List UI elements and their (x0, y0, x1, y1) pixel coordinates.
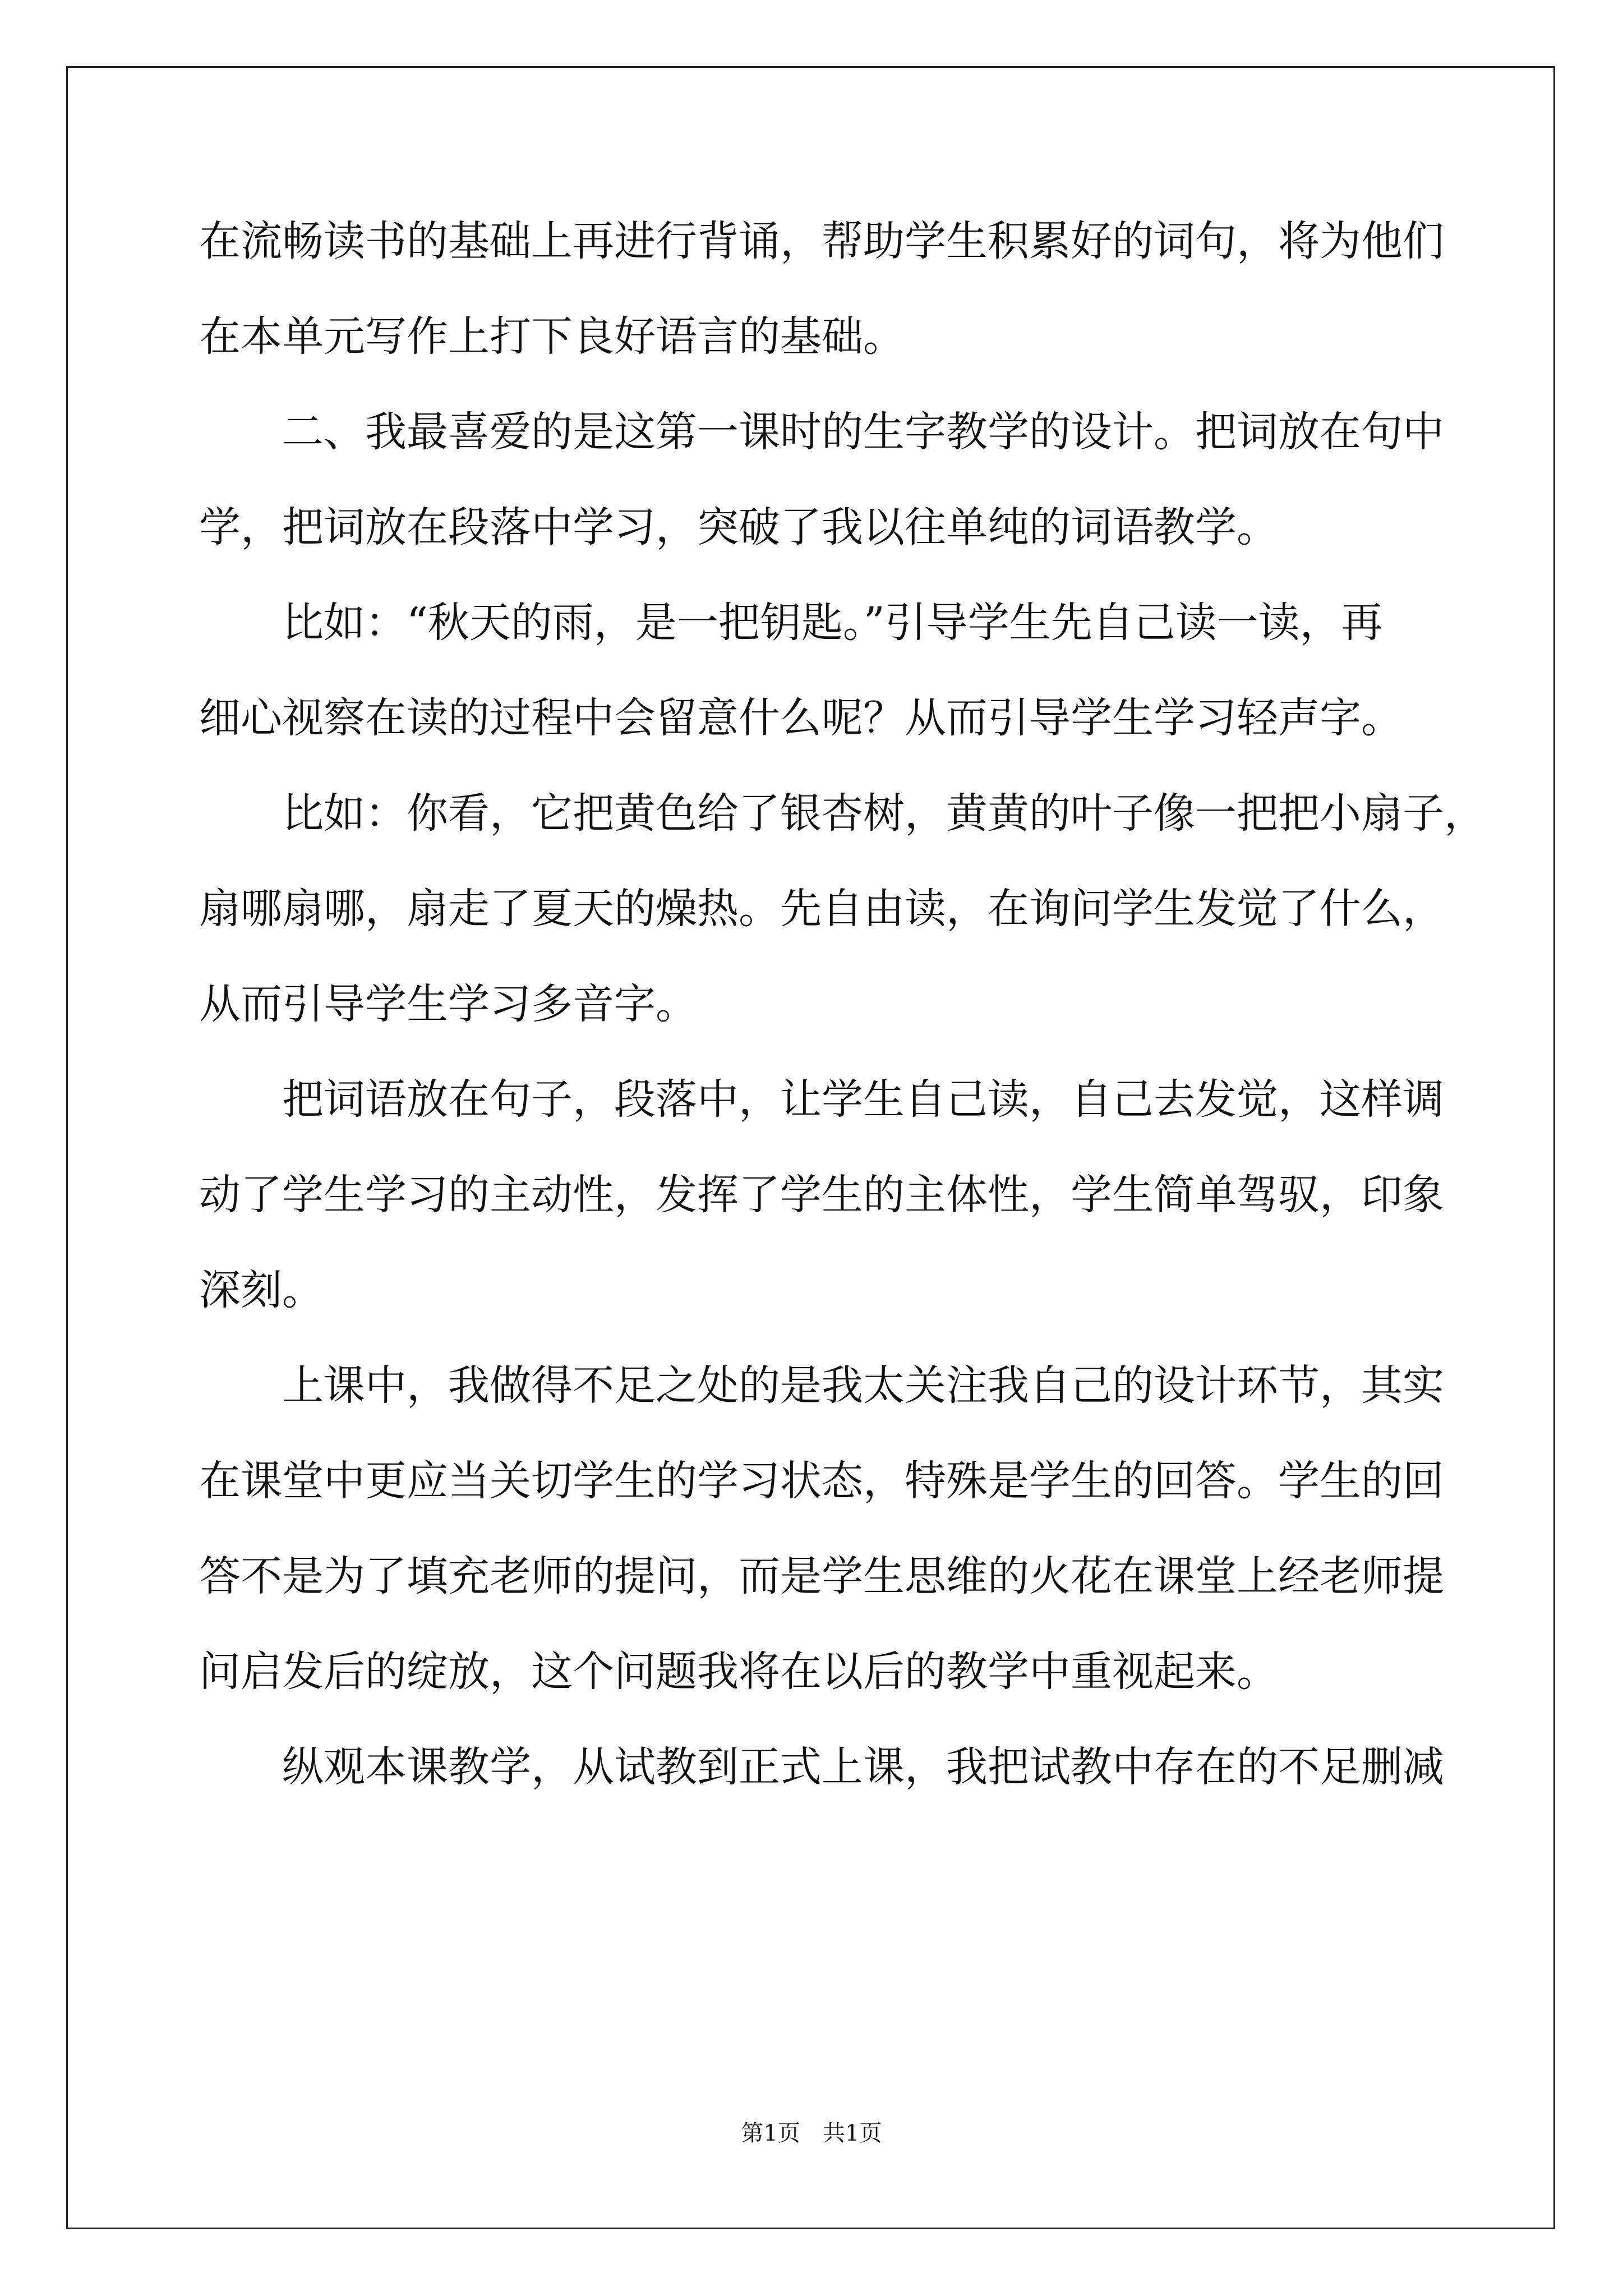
text-line: 学，把词放在段落中学习，突破了我以往单纯的词语教学。 (199, 503, 1278, 551)
text-line: 扇哪扇哪，扇走了夏天的燥热。先自由读，在询问学生发觉了什么， (199, 885, 1444, 933)
text-line: 把词语放在句子，段落中，让学生自己读，自己去发觉，这样调 (282, 1075, 1444, 1124)
text-line: 问启发后的绽放，这个问题我将在以后的教学中重视起来。 (199, 1648, 1278, 1696)
text-line: 细心视察在读的过程中会留意什么呢？从而引导学生学习轻声字。 (199, 694, 1403, 742)
page-number-footer: 第1页 共1页 (741, 2120, 882, 2146)
text-line: 纵观本课教学，从试教到正式上课，我把试教中存在的不足删减 (282, 1743, 1444, 1791)
text-line: 深刻。 (199, 1266, 324, 1314)
text-line: 在流畅读书的基础上再进行背诵，帮助学生积累好的词句，将为他们 (199, 217, 1444, 265)
page-border (66, 66, 1555, 2229)
text-line: 在课堂中更应当关切学生的学习状态，特殊是学生的回答。学生的回 (199, 1457, 1444, 1505)
text-line: 二、我最喜爱的是这第一课时的生字教学的设计。把词放在句中 (282, 408, 1444, 456)
text-line: 比如：你看，它把黄色给了银杏树，黄黄的叶子像一把把小扇子， (282, 789, 1486, 838)
text-line: 答不是为了填充老师的提问，而是学生思维的火花在课堂上经老师提 (199, 1552, 1444, 1600)
text-line: 在本单元写作上打下良好语言的基础。 (199, 312, 905, 361)
text-line: 从而引导学生学习多音字。 (199, 980, 697, 1028)
text-line: 上课中，我做得不足之处的是我太关注我自己的设计环节，其实 (282, 1361, 1444, 1410)
text-line: 比如：“秋天的雨，是一把钥匙。”引导学生先自己读一读，再 (282, 599, 1383, 647)
text-line: 动了学生学习的主动性，发挥了学生的主体性，学生简单驾驭，印象 (199, 1171, 1444, 1219)
